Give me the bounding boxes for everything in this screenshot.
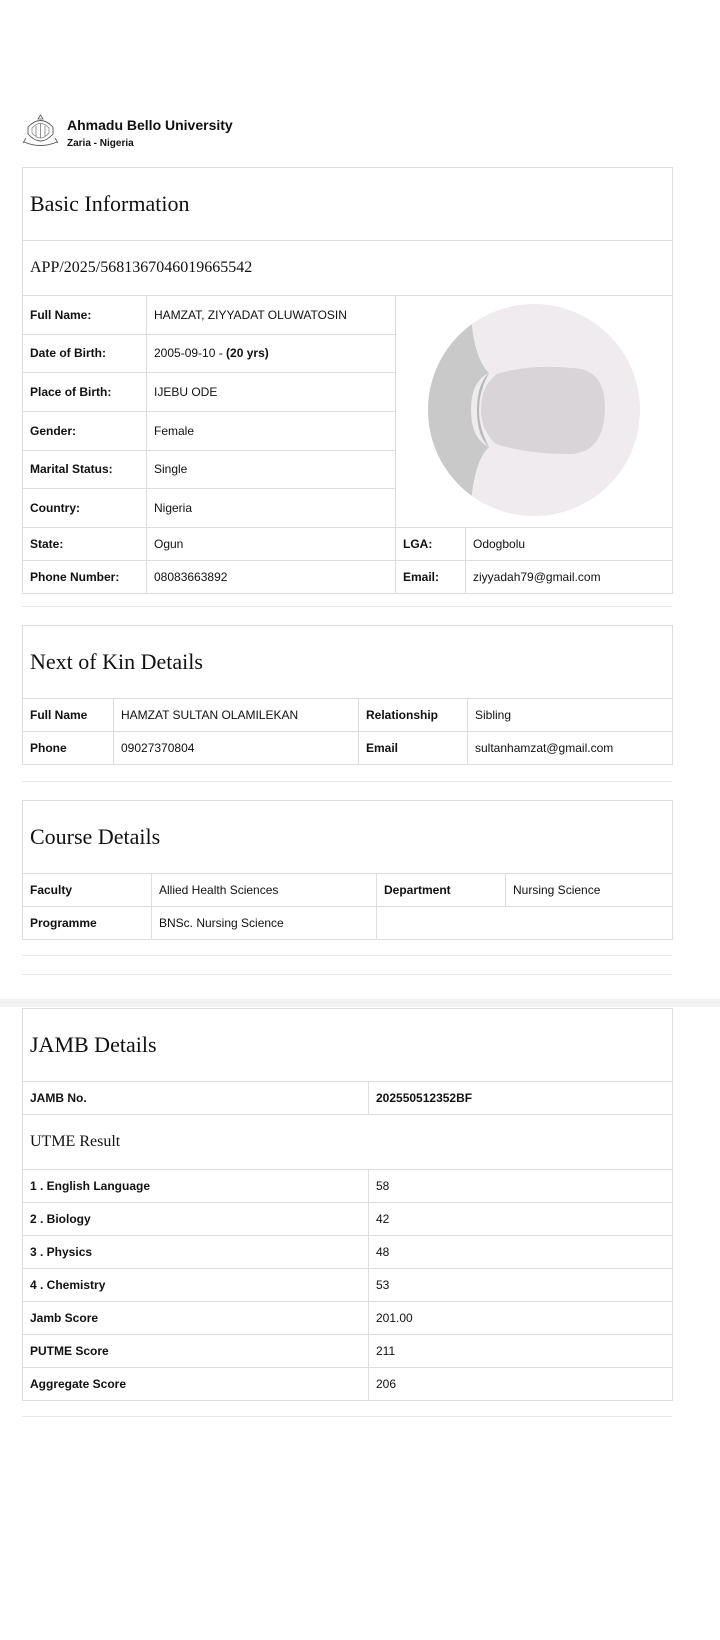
kin-email-value: sultanhamzat@gmail.com [468, 732, 673, 765]
putme-score-value: 211 [369, 1335, 673, 1368]
department-value: Nursing Science [506, 874, 673, 907]
section-divider [22, 1416, 672, 1417]
avatar-placeholder-icon [399, 296, 669, 524]
section-divider [22, 606, 672, 607]
basic-information-table [22, 167, 673, 594]
university-name: Ahmadu Bello University [67, 117, 233, 133]
faculty-label: Faculty [23, 874, 152, 907]
email-value: ziyyadah79@gmail.com [466, 561, 673, 594]
phone-number-label: Phone Number: [23, 561, 147, 594]
jamb-no-value: 202550512352BF [369, 1082, 673, 1115]
kin-relationship-value: Sibling [468, 699, 673, 732]
subject-score: 48 [369, 1236, 673, 1269]
section-divider [22, 974, 672, 975]
faculty-value: Allied Health Sciences [152, 874, 377, 907]
putme-score-label: PUTME Score [23, 1335, 369, 1368]
section-title-course-details: Course Details [23, 801, 673, 874]
subject-label: 4 . Chemistry [23, 1269, 369, 1302]
jamb-details-table [22, 1008, 673, 1401]
date-of-birth-value: 2005-09-10 - [154, 346, 227, 361]
utme-result-title: UTME Result [23, 1115, 673, 1170]
programme-value: BNSc. Nursing Science [152, 907, 377, 940]
place-of-birth-label: Place of Birth: [23, 373, 147, 412]
full-name-label: Full Name: [23, 296, 147, 335]
date-of-birth-label: Date of Birth: [23, 334, 147, 373]
jamb-score-label: Jamb Score [23, 1302, 369, 1335]
application-number: APP/2025/5681367046019665542 [23, 241, 673, 296]
gender-label: Gender: [23, 411, 147, 450]
date-of-birth-cell [147, 334, 396, 373]
state-label: State: [23, 528, 147, 561]
kin-phone-value: 09027370804 [114, 732, 359, 765]
marital-status-value: Single [147, 450, 396, 489]
kin-relationship-label: Relationship [359, 699, 468, 732]
kin-phone-label: Phone [23, 732, 114, 765]
programme-label: Programme [23, 907, 152, 940]
kin-email-label: Email [359, 732, 468, 765]
department-label: Department [377, 874, 506, 907]
aggregate-score-value: 206 [369, 1368, 673, 1401]
page-break-band [0, 999, 720, 1007]
subject-score: 58 [369, 1170, 673, 1203]
next-of-kin-table [22, 625, 673, 765]
marital-status-label: Marital Status: [23, 450, 147, 489]
email-label: Email: [396, 561, 466, 594]
jamb-no-label: JAMB No. [23, 1082, 369, 1115]
age-value: (20 yrs) [226, 346, 269, 361]
gender-value: Female [147, 411, 396, 450]
university-location: Zaria - Nigeria [67, 138, 134, 149]
section-title-jamb-details: JAMB Details [23, 1009, 673, 1082]
state-value: Ogun [147, 528, 396, 561]
subject-score: 42 [369, 1203, 673, 1236]
subject-score: 53 [369, 1269, 673, 1302]
jamb-score-value: 201.00 [369, 1302, 673, 1335]
aggregate-score-label: Aggregate Score [23, 1368, 369, 1401]
university-seal-icon [22, 112, 59, 149]
full-name-value: HAMZAT, ZIYYADAT OLUWATOSIN [147, 296, 396, 335]
section-title-next-of-kin: Next of Kin Details [23, 626, 673, 699]
place-of-birth-value: IJEBU ODE [147, 373, 396, 412]
lga-label: LGA: [396, 528, 466, 561]
page-header [22, 112, 672, 152]
empty-cell [377, 907, 673, 940]
phone-number-value: 08083663892 [147, 561, 396, 594]
subject-label: 2 . Biology [23, 1203, 369, 1236]
kin-full-name-label: Full Name [23, 699, 114, 732]
kin-full-name-value: HAMZAT SULTAN OLAMILEKAN [114, 699, 359, 732]
section-divider [22, 955, 672, 956]
passport-photo [396, 296, 673, 528]
country-value: Nigeria [147, 489, 396, 528]
section-divider [22, 781, 672, 782]
country-label: Country: [23, 489, 147, 528]
course-details-table [22, 800, 673, 940]
lga-value: Odogbolu [466, 528, 673, 561]
section-title-basic-information: Basic Information [23, 168, 673, 241]
subject-label: 3 . Physics [23, 1236, 369, 1269]
subject-label: 1 . English Language [23, 1170, 369, 1203]
